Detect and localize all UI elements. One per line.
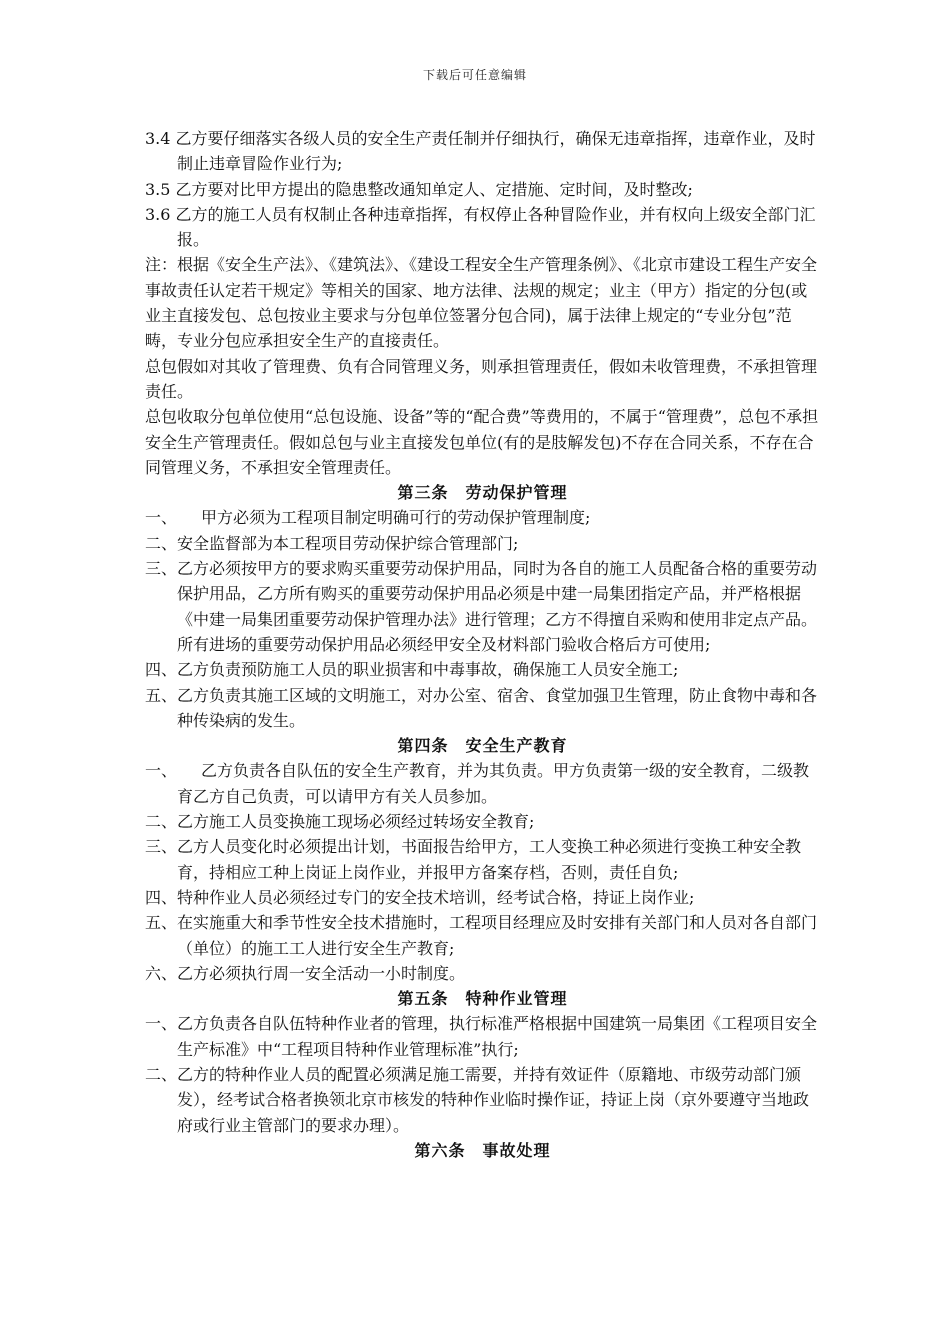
- section-heading-article-5: 第五条 特种作业管理: [397, 989, 568, 1009]
- article-3-item-4: 四、乙方负责预防施工人员的职业损害和中毒事故，确保施工人员安全施工;: [145, 660, 679, 680]
- article-5-item-2: 二、乙方的特种作业人员的配置必须满足施工需要，并持有效证件（原籍地、市级劳动部门颁发），经考试合格者换领北京市核发的特种作业临时操作证，持证上岗（京外要遵守当地政府或行业主管部门的要求办理）。: [145, 1064, 810, 1135]
- document-body: [145, 126, 820, 1163]
- section-heading-article-6: 第六条 事故处理: [414, 1140, 551, 1160]
- section-heading-article-3: 第三条 劳动保护管理: [397, 483, 568, 503]
- article-4-item-4: 四、特种作业人员必须经过专门的安全技术培训，经考试合格，持证上岗作业;: [145, 887, 695, 907]
- note-management-fee: 总包假如对其收了管理费、负有合同管理义务，则承担管理责任，假如未收管理费，不承担管理责任。: [145, 356, 818, 401]
- note-cooperation-fee: 总包收取分包单位使用“总包设施、设备”等的“配合费”等费用的，不属于“管理费”，总包不承担安全生产管理责任。假如总包与业主直接发包单位(有的是肢解发包)不存在合同关系，不存在合同管理义务，不承担安全管理责任。: [145, 407, 819, 477]
- section-heading-article-4: 第四条 安全生产教育: [397, 736, 568, 756]
- clause-3-6: 3.6 乙方的施工人员有权制止各种违章指挥，有权停止各种冒险作业，并有权向上级安全部门汇报。: [145, 204, 816, 250]
- article-5-item-1: 一、乙方负责各自队伍特种作业者的管理，执行标准严格根据中国建筑一局集团《工程项目安全生产标准》中“工程项目特种作业管理标准”执行;: [145, 1014, 818, 1059]
- article-4-item-6: 六、乙方必须执行周一安全活动一小时制度。: [145, 963, 466, 983]
- note-paragraph: 注：根据《安全生产法》、《建筑法》、《建设工程安全生产管理条例》、《北京市建设工程生产安全事故责任认定若干规定》等相关的国家、地方法律、法规的规定；业主（甲方）指定的分包(或业主直接发包、总包按业主要求与分包单位签署分包合同)，属于法律上规定的“专业分包”范畴，专业分包应承担安全生产的直接责任。: [145, 255, 818, 351]
- article-4-item-2: 二、乙方施工人员变换施工现场必须经过转场安全教育;: [145, 812, 535, 832]
- clause-3-5: 3.5 乙方要对比甲方提出的隐患整改通知单定人、定措施、定时间，及时整改;: [145, 179, 693, 199]
- article-4-item-1: 一、 乙方负责各自队伍的安全生产教育，并为其负责。甲方负责第一级的安全教育，二级教育乙方自己负责，可以请甲方有关人员参加。: [145, 761, 810, 806]
- page-header: 下载后可任意编辑: [422, 68, 527, 82]
- article-3-item-2: 二、安全监督部为本工程项目劳动保护综合管理部门;: [145, 533, 519, 553]
- article-4-item-5: 五、在实施重大和季节性安全技术措施时，工程项目经理应及时安排有关部门和人员对各自部门（单位）的施工工人进行安全生产教育;: [145, 913, 818, 958]
- article-3-item-5: 五、乙方负责其施工区域的文明施工，对办公室、宿舍、食堂加强卫生管理，防止食物中毒和各种传染病的发生。: [145, 685, 818, 730]
- article-3-item-1: 一、 甲方必须为工程项目制定明确可行的劳动保护管理制度;: [145, 508, 591, 528]
- clause-3-4: 3.4 乙方要仔细落实各级人员的安全生产责任制并仔细执行，确保无违章指挥，违章作业，及时制止违章冒险作业行为;: [145, 129, 816, 174]
- article-3-item-3: 三、乙方必须按甲方的要求购买重要劳动保护用品，同时为各自的施工人员配备合格的重要劳动保护用品，乙方所有购买的重要劳动保护用品必须是中建一局集团指定产品，并严格根据《中建一局集团重要劳动保护管理办法》进行管理；乙方不得擅自采购和使用非定点产品。所有进场的重要劳动保护用品必须经甲安全及材料部门验收合格后方可使用;: [145, 559, 818, 654]
- article-4-item-3: 三、乙方人员变化时必须提出计划，书面报告给甲方，工人变换工种必须进行变换工种安全教育，持相应工种上岗证上岗作业，并报甲方备案存档，否则，责任自负;: [145, 837, 802, 882]
